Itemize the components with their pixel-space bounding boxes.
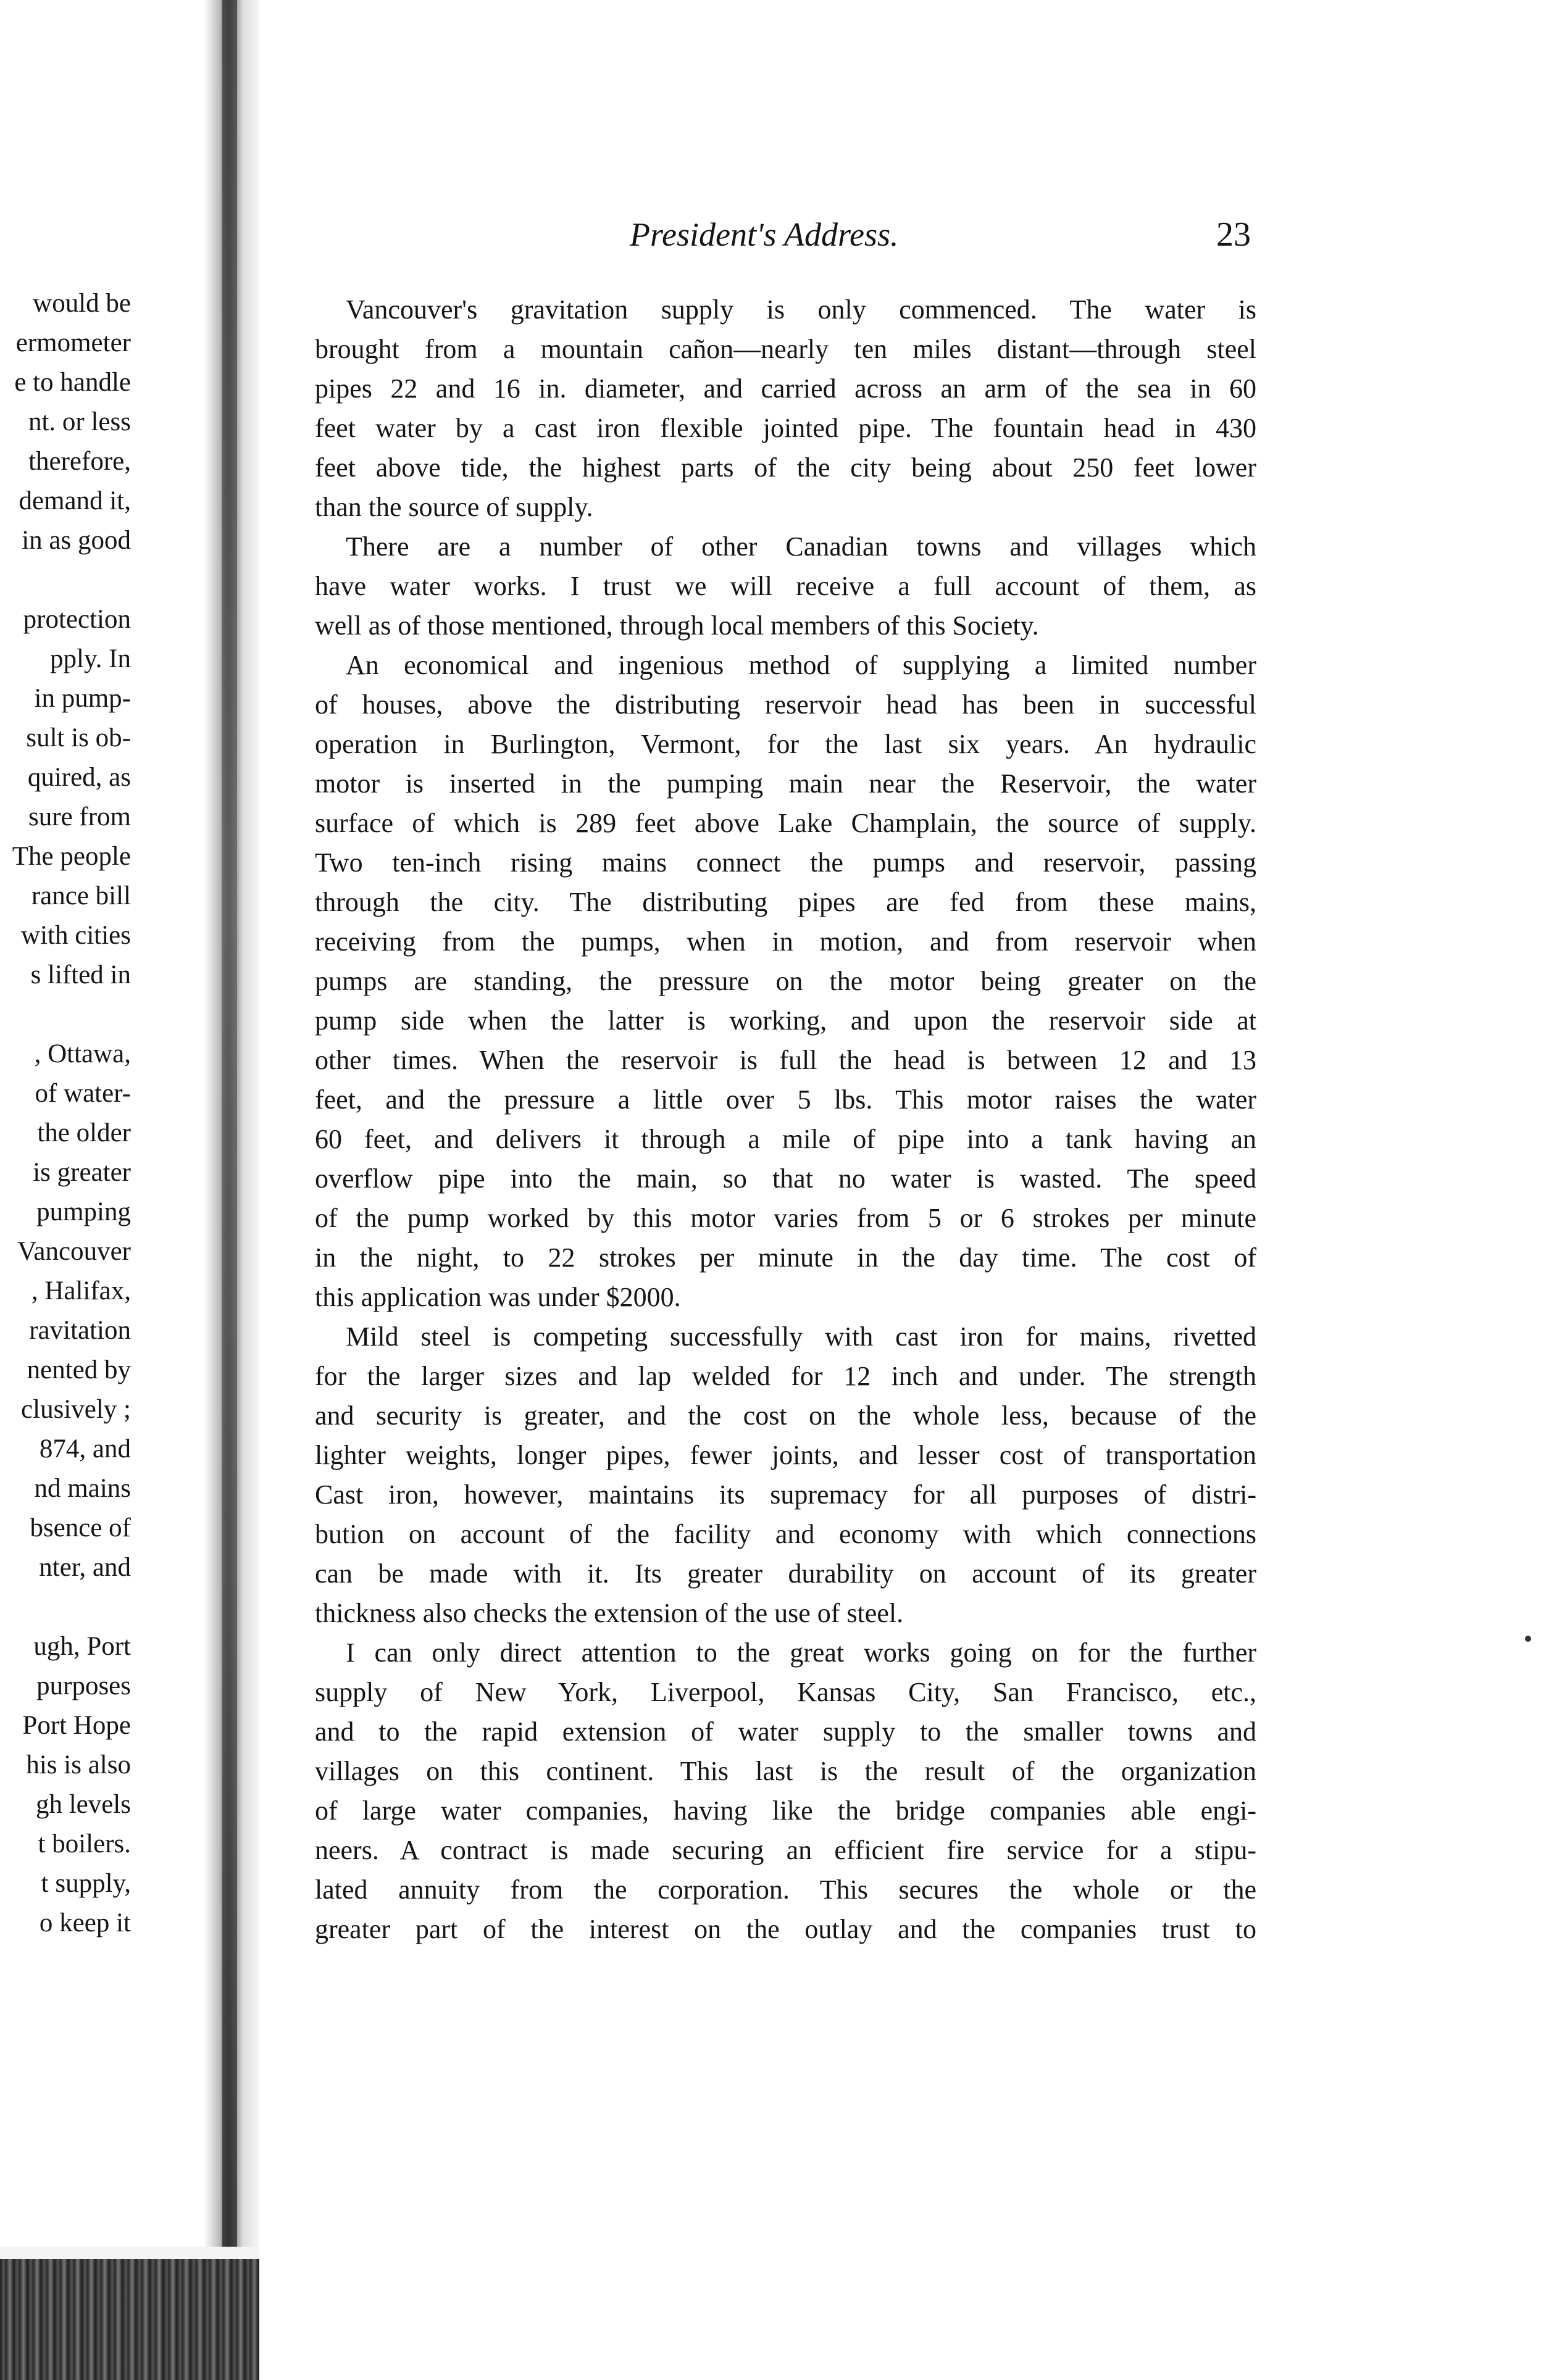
page-header bbox=[259, 210, 1541, 259]
text-line: villages on this continent. This last is the result of the organization bbox=[315, 1756, 1256, 1786]
facing-page-line: in as good bbox=[22, 526, 131, 555]
text-line: Mild steel is competing successfully with cast iron for mains, rivetted bbox=[346, 1321, 1256, 1352]
facing-page-line: nter, and bbox=[39, 1553, 131, 1582]
text-line: pipes 22 and 16 in. diameter, and carried across an arm of the sea in 60 bbox=[315, 373, 1256, 404]
binding-strip bbox=[0, 2259, 284, 2380]
text-line: I can only direct attention to the great works going on for the further bbox=[346, 1637, 1256, 1668]
text-line: for the larger sizes and lap welded for 12 inch and under. The strength bbox=[315, 1361, 1256, 1391]
facing-page-line: demand it, bbox=[19, 486, 131, 515]
text-line: of houses, above the distributing reservoir head has been in successful bbox=[315, 689, 1256, 720]
facing-page-fragment bbox=[0, 0, 204, 2380]
text-line: bution on account of the facility and economy with which connections bbox=[315, 1519, 1256, 1549]
facing-page-line: e to handle bbox=[14, 368, 131, 397]
facing-page-line: is greater bbox=[33, 1158, 131, 1187]
facing-page-line: with cities bbox=[21, 921, 131, 950]
facing-page-line: would be bbox=[33, 289, 131, 318]
facing-page-line: nt. or less bbox=[28, 407, 131, 436]
facing-page-line: t boilers. bbox=[38, 1829, 131, 1858]
text-line: neers. A contract is made securing an efficient fire service for a stipu- bbox=[315, 1835, 1256, 1865]
text-line: brought from a mountain cañon—nearly ten miles distant—through steel bbox=[315, 334, 1256, 364]
facing-page-line: rance bill bbox=[31, 881, 131, 910]
text-line: There are a number of other Canadian towns and villages which bbox=[346, 531, 1256, 562]
text-line: lated annuity from the corporation. This secures the whole or the bbox=[315, 1874, 1256, 1905]
text-line: overflow pipe into the main, so that no water is wasted. The speed bbox=[315, 1163, 1256, 1194]
text-line: Cast iron, however, maintains its supremacy for all purposes of distri- bbox=[315, 1479, 1256, 1510]
text-line: Two ten-inch rising mains connect the pumps and reservoir, passing bbox=[315, 847, 1256, 878]
text-line: this application was under $2000. bbox=[315, 1282, 681, 1312]
text-line: Vancouver's gravitation supply is only commenced. The water is bbox=[346, 294, 1256, 325]
page-number: 23 bbox=[1216, 215, 1251, 254]
facing-page-line: , Ottawa, bbox=[34, 1039, 131, 1068]
text-line: other times. When the reservoir is full the head is between 12 and 13 bbox=[315, 1045, 1256, 1075]
running-head: President's Address. bbox=[630, 216, 899, 253]
facing-page-line: purposes bbox=[36, 1671, 131, 1700]
text-line: have water works. I trust we will receive a full account of them, as bbox=[315, 571, 1256, 601]
facing-page-line: ermometer bbox=[15, 328, 131, 357]
facing-page-line: clusively ; bbox=[21, 1395, 131, 1424]
text-line: supply of New York, Liverpool, Kansas City, San Francisco, etc., bbox=[315, 1677, 1256, 1707]
text-line: feet above tide, the highest parts of the city being about 250 feet lower bbox=[315, 452, 1256, 483]
facing-page-line: protection bbox=[23, 605, 131, 634]
text-line: well as of those mentioned, through local members of this Society. bbox=[315, 610, 1039, 641]
scan-speck bbox=[1525, 1636, 1531, 1642]
facing-page-line: ravitation bbox=[29, 1316, 131, 1345]
facing-page-line: nented by bbox=[27, 1355, 131, 1384]
facing-page-line: o keep it bbox=[39, 1908, 131, 1937]
facing-page-line: pumping bbox=[36, 1197, 131, 1226]
text-line: than the source of supply. bbox=[315, 492, 593, 522]
text-line: feet, and the pressure a little over 5 lbs. This motor raises the water bbox=[315, 1084, 1256, 1115]
text-line: of the pump worked by this motor varies from 5 or 6 strokes per minute bbox=[315, 1203, 1256, 1233]
text-line: of large water companies, having like the bridge companies able engi- bbox=[315, 1795, 1256, 1826]
facing-page-line: Port Hope bbox=[22, 1711, 131, 1740]
facing-page-line: of water- bbox=[35, 1079, 131, 1108]
facing-page-line: s lifted in bbox=[30, 960, 131, 989]
text-line: through the city. The distributing pipes are fed from these mains, bbox=[315, 887, 1256, 917]
text-line: in the night, to 22 strokes per minute in the day time. The cost of bbox=[315, 1242, 1256, 1273]
text-line: surface of which is 289 feet above Lake Champlain, the source of supply. bbox=[315, 808, 1256, 838]
facing-page-line: bsence of bbox=[30, 1513, 131, 1542]
text-line: receiving from the pumps, when in motion, and from reservoir when bbox=[315, 926, 1256, 957]
facing-page-line: therefore, bbox=[28, 447, 131, 476]
text-line: pumps are standing, the pressure on the motor being greater on the bbox=[315, 966, 1256, 996]
facing-page-line: the older bbox=[37, 1118, 131, 1147]
facing-page-line: nd mains bbox=[34, 1474, 131, 1503]
facing-page-line: gh levels bbox=[35, 1790, 131, 1819]
facing-page-line: ugh, Port bbox=[33, 1632, 131, 1661]
text-line: 60 feet, and delivers it through a mile of pipe into a tank having an bbox=[315, 1124, 1256, 1154]
facing-page-line: The people bbox=[12, 842, 131, 871]
text-line: greater part of the interest on the outlay and the companies trust to bbox=[315, 1914, 1256, 1944]
book-page bbox=[259, 0, 1541, 2380]
facing-page-line: 874, and bbox=[39, 1434, 131, 1463]
text-line: can be made with it. Its greater durability on account of its greater bbox=[315, 1558, 1256, 1589]
text-line: and to the rapid extension of water supply to the smaller towns and bbox=[315, 1716, 1256, 1747]
facing-page-line: t supply, bbox=[41, 1869, 131, 1898]
text-line: and security is greater, and the cost on the whole less, because of the bbox=[315, 1400, 1256, 1431]
text-line: lighter weights, longer pipes, fewer joints, and lesser cost of transportation bbox=[315, 1440, 1256, 1470]
text-line: thickness also checks the extension of the use of steel. bbox=[315, 1598, 904, 1628]
spine-shadow bbox=[222, 0, 237, 2259]
facing-page-line: in pump- bbox=[34, 684, 131, 713]
facing-page-line: pply. In bbox=[50, 644, 131, 673]
facing-page-line: sult is ob- bbox=[26, 723, 131, 752]
facing-page-line: sure from bbox=[28, 802, 131, 831]
facing-page-line: Vancouver bbox=[17, 1237, 131, 1266]
text-line: pump side when the latter is working, and upon the reservoir side at bbox=[315, 1005, 1256, 1036]
text-line: An economical and ingenious method of supplying a limited number bbox=[346, 650, 1256, 680]
text-line: motor is inserted in the pumping main near the Reservoir, the water bbox=[315, 768, 1256, 799]
text-line: feet water by a cast iron flexible jointed pipe. The fountain head in 430 bbox=[315, 413, 1256, 443]
facing-page-line: his is also bbox=[26, 1750, 131, 1779]
facing-page-line: , Halifax, bbox=[31, 1276, 131, 1305]
facing-page-line: quired, as bbox=[27, 763, 131, 792]
text-line: operation in Burlington, Vermont, for the last six years. An hydraulic bbox=[315, 729, 1256, 759]
